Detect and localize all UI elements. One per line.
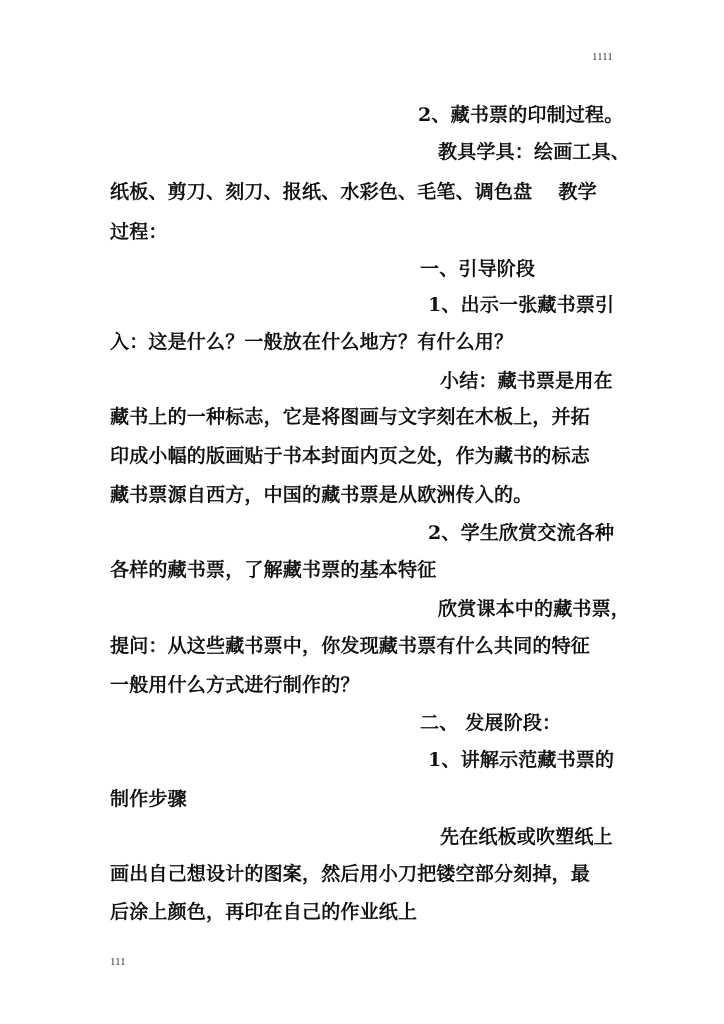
text-line: 藏书上的一种标志，它是将图画与文字刻在木板上，并拓 — [110, 406, 591, 428]
text-line: 一、引导阶段 — [420, 258, 536, 280]
text-line: 各样的藏书票，了解藏书票的基本特征 — [110, 559, 437, 581]
text-line: 1、出示一张藏书票引 — [428, 294, 615, 316]
text-line: 印成小幅的版画贴于书本封面内页之处，作为藏书的标志 — [110, 445, 591, 467]
text-line: 纸板、剪刀、刻刀、报纸、水彩色、毛笔、调色盘 教学 — [110, 181, 597, 203]
text-line: 入：这是什么？一般放在什么地方？有什么用？ — [110, 331, 514, 353]
text-line: 欣赏课本中的藏书票， — [438, 598, 631, 620]
text-line: 后涂上颜色，再印在自己的作业纸上 — [110, 901, 418, 923]
text-line: 二、 发展阶段： — [420, 712, 562, 734]
text-line: 一般用什么方式进行制作的？ — [110, 674, 360, 696]
text-line: 2、学生欣赏交流各种 — [428, 522, 615, 544]
header-page-number: 1111 — [592, 51, 613, 63]
text-line: 先在纸板或吹塑纸上 — [440, 826, 613, 848]
text-line: 画出自己想设计的图案，然后用小刀把镂空部分刻掉，最 — [110, 863, 591, 885]
text-line: 1、讲解示范藏书票的 — [428, 749, 615, 771]
text-line: 2、藏书票的印制过程。 — [418, 104, 624, 126]
text-line: 教具学具：绘画工具、 — [438, 141, 631, 163]
text-line: 小结：藏书票是用在 — [440, 370, 613, 392]
text-line: 制作步骤 — [110, 788, 187, 810]
footer-page-number: 111 — [110, 956, 126, 968]
text-line: 过程： — [110, 221, 168, 243]
text-line: 提问：从这些藏书票中，你发现藏书票有什么共同的特征 — [110, 635, 591, 657]
text-line: 藏书票源自西方，中国的藏书票是从欧洲传入的。 — [110, 484, 533, 506]
